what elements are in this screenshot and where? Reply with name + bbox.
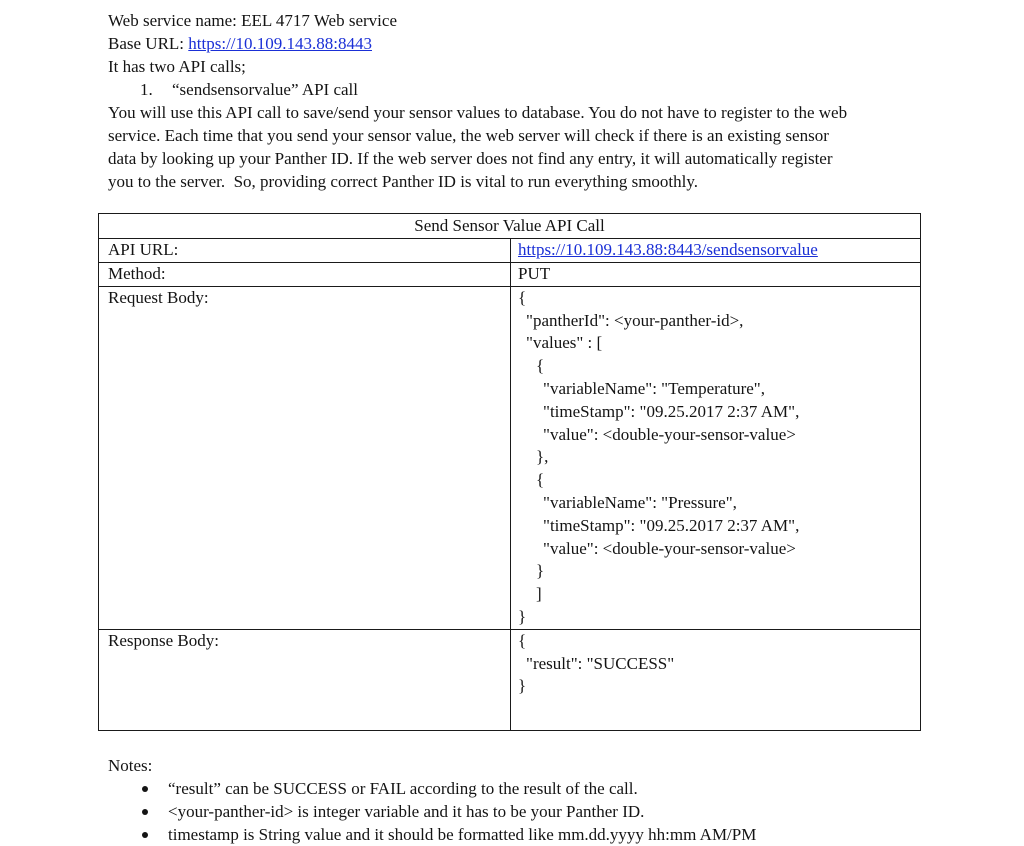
api-url-link[interactable]: https://10.109.143.88:8443/sendsensorvalue <box>518 240 818 259</box>
code-line: } <box>536 561 545 581</box>
method-label: Method: <box>99 262 511 286</box>
description-line: you to the server. So, providing correct Panther ID is vital to run everything smoothly. <box>108 172 699 191</box>
api-call-item <box>108 78 1008 101</box>
description-line: service. Each time that you send your sensor value, the web server will check if there is an existing sensor <box>108 126 829 145</box>
api-calls-intro: It has two API calls; <box>108 57 246 76</box>
request-body-code <box>511 286 921 629</box>
code-line: "timeStamp": "09.25.2017 2:37 AM", <box>543 401 800 421</box>
base-url-line <box>108 32 1008 55</box>
code-line: { <box>536 356 545 376</box>
list-number: 1. <box>140 80 153 99</box>
note-item <box>108 777 1008 800</box>
service-name-line <box>108 9 1008 32</box>
bullet-icon <box>142 786 148 792</box>
description-line: You will use this API call to save/send your sensor values to database. You do not have to register to the web <box>108 103 848 122</box>
note-text: timestamp is String value and it should be formatted like mm.dd.yyyy hh:mm AM/PM <box>168 825 757 844</box>
code-line: { <box>518 630 527 650</box>
code-line: "pantherId": <your-panther-id>, <box>526 310 744 330</box>
bullet-icon <box>142 832 148 838</box>
document-header <box>108 9 1008 193</box>
code-line: ] <box>536 584 542 604</box>
bullet-icon <box>142 809 148 815</box>
code-line: { <box>518 287 527 307</box>
code-line: }, <box>536 447 549 467</box>
service-name-value: EEL 4717 Web service <box>241 11 397 30</box>
note-item <box>108 823 1008 846</box>
code-line: } <box>518 676 527 696</box>
service-name-label: Web service name: <box>108 11 237 30</box>
code-line: } <box>518 606 527 626</box>
code-line: "value": <double-your-sensor-value> <box>543 538 796 558</box>
description-line: data by looking up your Panther ID. If the web server does not find any entry, it will automatically register <box>108 149 833 168</box>
base-url-link[interactable]: https://10.109.143.88:8443 <box>188 34 372 53</box>
notes-list <box>108 777 1008 846</box>
request-body-label: Request Body: <box>99 286 511 629</box>
response-body-label: Response Body: <box>99 629 511 730</box>
code-line: { <box>536 470 545 490</box>
api-url-label: API URL: <box>99 239 511 263</box>
api-url-cell <box>511 239 921 263</box>
note-item <box>108 800 1008 823</box>
table-title-row <box>99 214 921 239</box>
table-row <box>99 239 921 263</box>
notes-section <box>108 754 1008 846</box>
code-line: "variableName": "Pressure", <box>543 492 737 512</box>
code-line: "values" : [ <box>526 333 603 353</box>
api-call-title: “sendsensorvalue” API call <box>172 80 358 99</box>
note-text: “result” can be SUCCESS or FAIL according to the result of the call. <box>168 779 638 798</box>
code-line: "variableName": "Temperature", <box>543 378 765 398</box>
notes-title: Notes: <box>108 756 153 775</box>
send-sensor-value-table <box>98 213 921 731</box>
method-value: PUT <box>511 262 921 286</box>
code-line: "timeStamp": "09.25.2017 2:37 AM", <box>543 515 800 535</box>
table-title: Send Sensor Value API Call <box>99 214 921 239</box>
code-line: "value": <double-your-sensor-value> <box>543 424 796 444</box>
description-paragraph <box>108 101 1008 193</box>
note-text: <your-panther-id> is integer variable and it has to be your Panther ID. <box>168 802 645 821</box>
response-body-code <box>511 629 921 730</box>
code-line: "result": "SUCCESS" <box>526 653 675 673</box>
base-url-label: Base URL: <box>108 34 185 53</box>
table-row <box>99 286 921 629</box>
table-row <box>99 629 921 730</box>
table-row <box>99 262 921 286</box>
